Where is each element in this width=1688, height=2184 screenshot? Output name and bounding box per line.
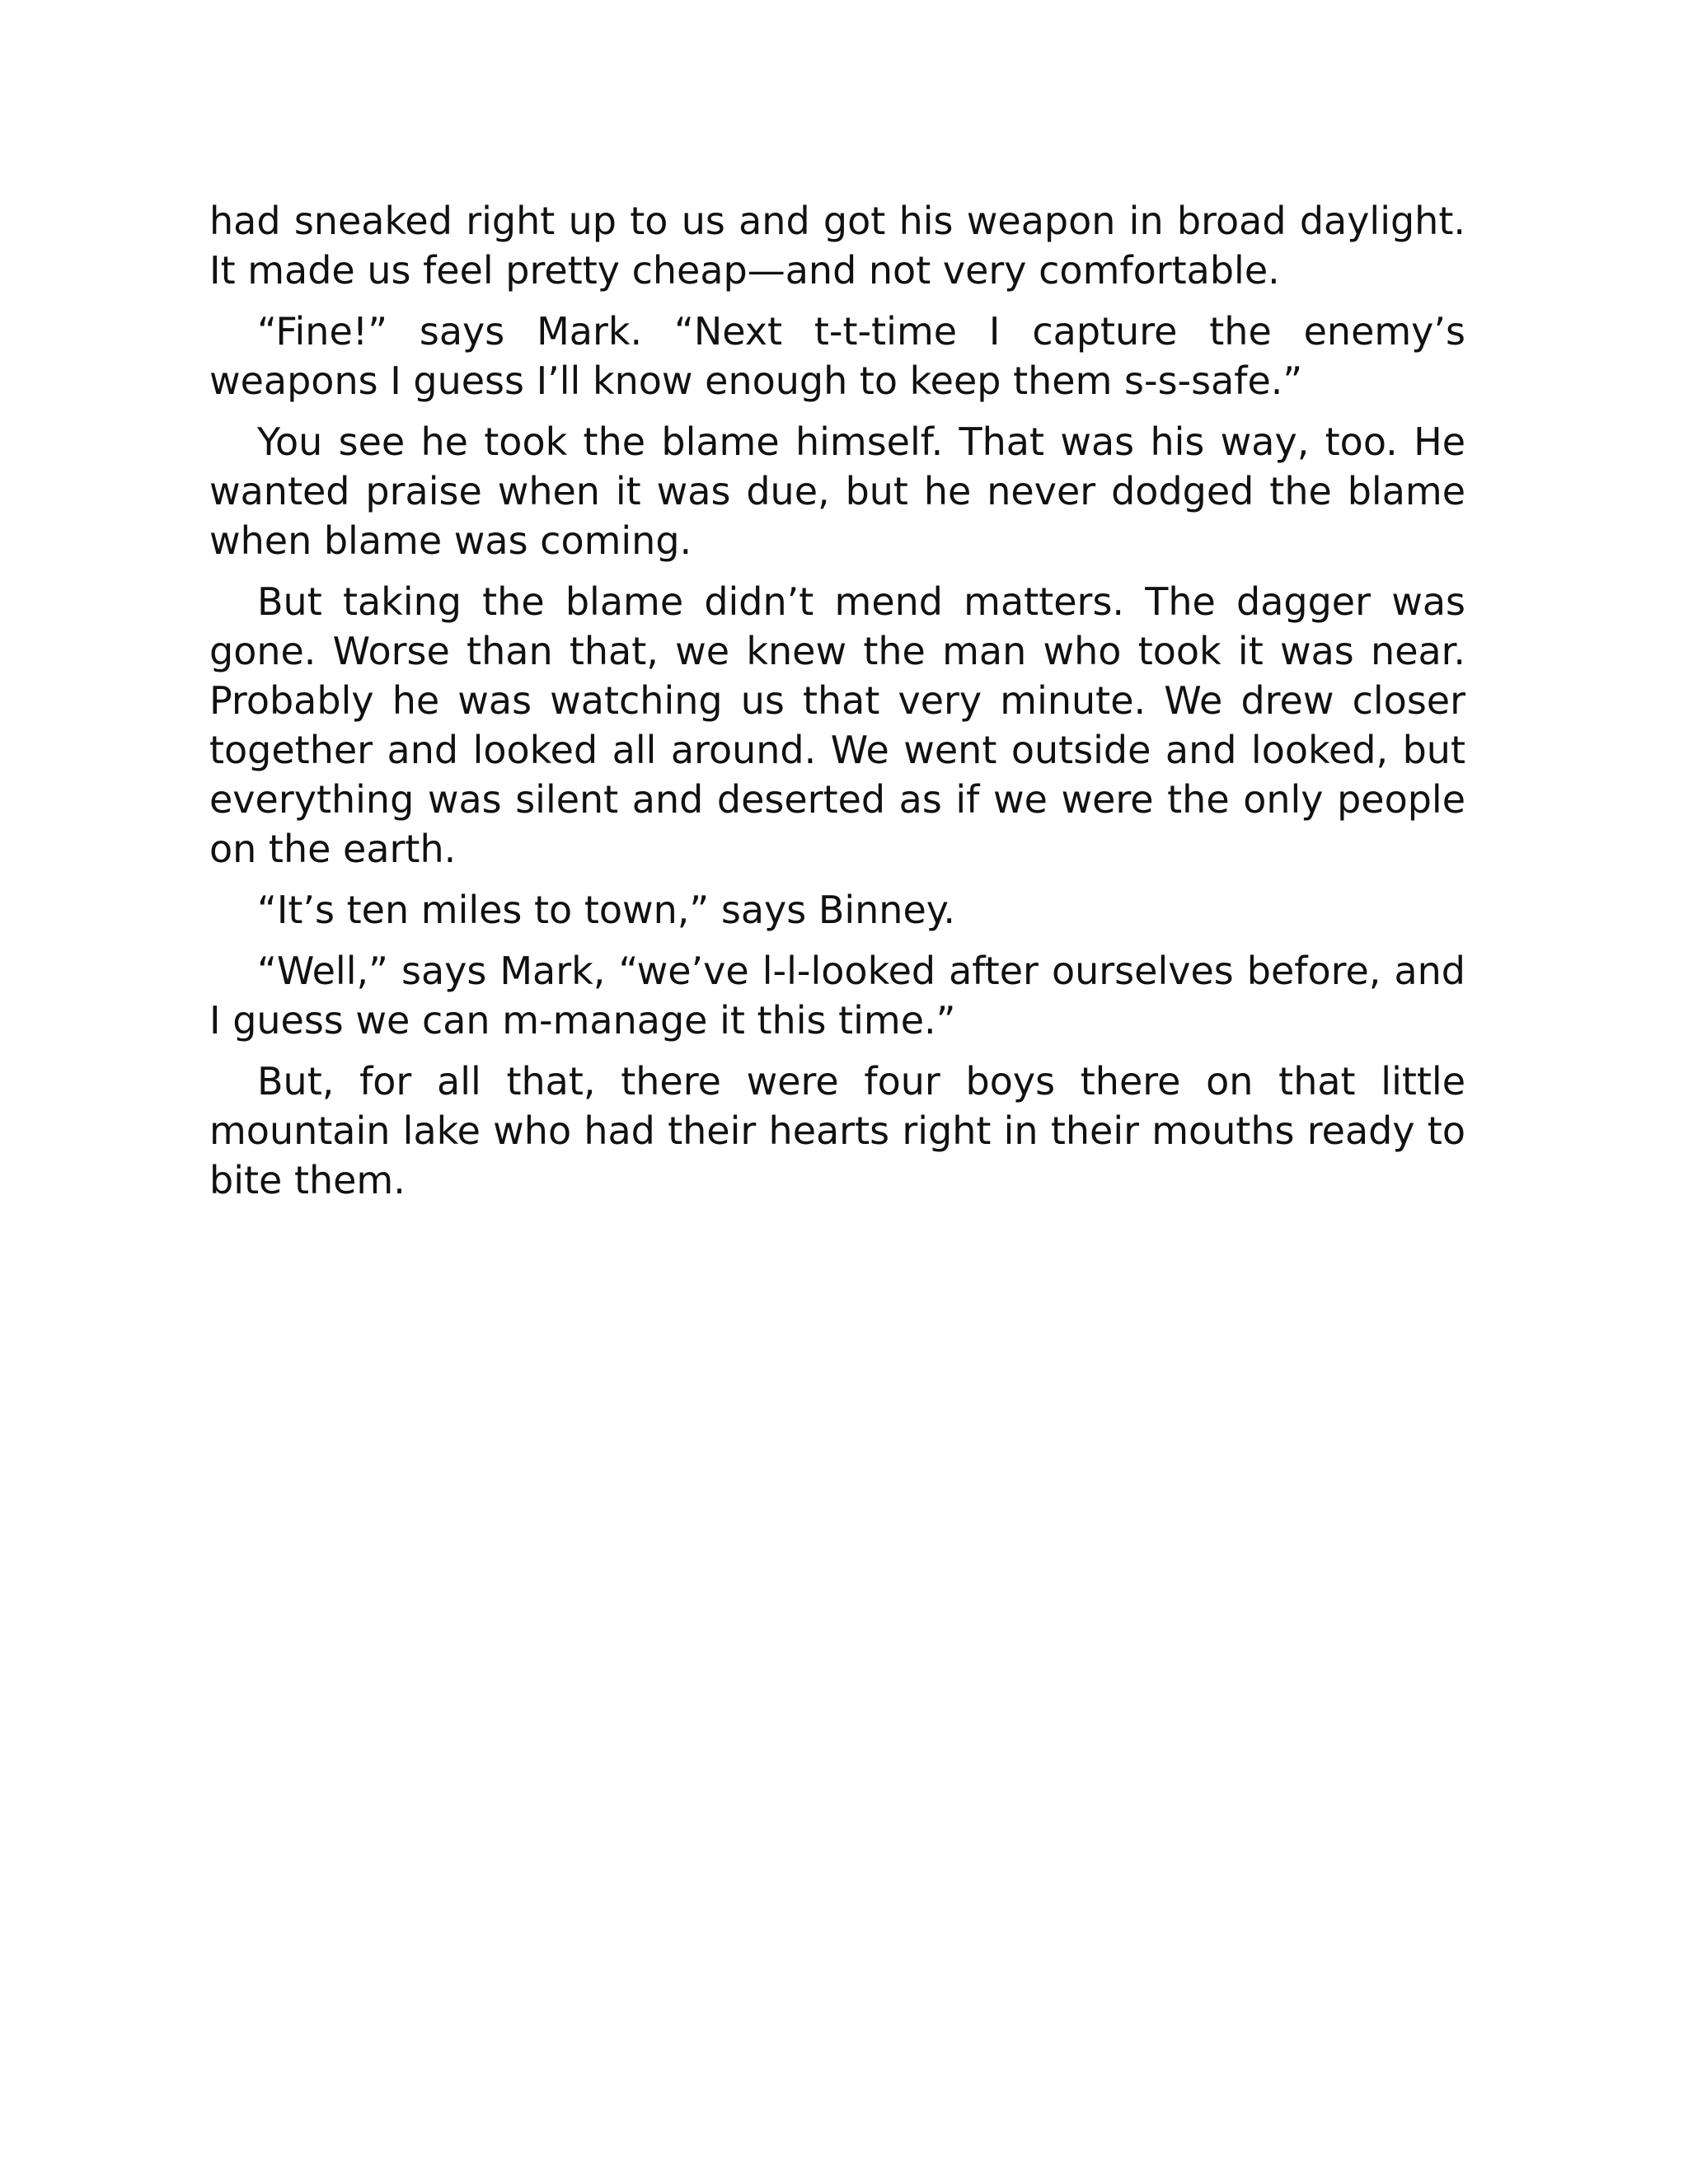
paragraph-well: “Well,” says Mark, “we’ve l-l-looked after ourselves before, and I guess we can m-manage it this time.” xyxy=(209,949,1465,1043)
body-text xyxy=(209,196,1465,1216)
paragraph-four-boys: But, for all that, there were four boys there on that little mountain lake who had their hearts right in their mouths ready to bite them. xyxy=(209,1059,1465,1202)
paragraph-fine: “Fine!” says Mark. “Next t-t-time I capture the enemy’s weapons I guess I’ll know enough to keep them s-s-safe.” xyxy=(209,309,1465,403)
paragraph-ten-miles: “It’s ten miles to town,” says Binney. xyxy=(257,888,956,932)
paragraph-continuation: had sneaked right up to us and got his weapon in broad daylight. It made us feel pretty cheap—and not very comfortable. xyxy=(209,199,1465,293)
paragraph-blame: You see he took the blame himself. That was his way, too. He wanted praise when it was due, but he never dodged the blame when blame was coming. xyxy=(209,419,1465,563)
paragraph-dagger: But taking the blame didn’t mend matters. The dagger was gone. Worse than that, we knew the man who took it was near. Probably he was watching us that very minute. We drew closer together and looked all around. We went outside and looked, but everything was silent and deserted as if we were the only people on the earth. xyxy=(209,579,1465,871)
